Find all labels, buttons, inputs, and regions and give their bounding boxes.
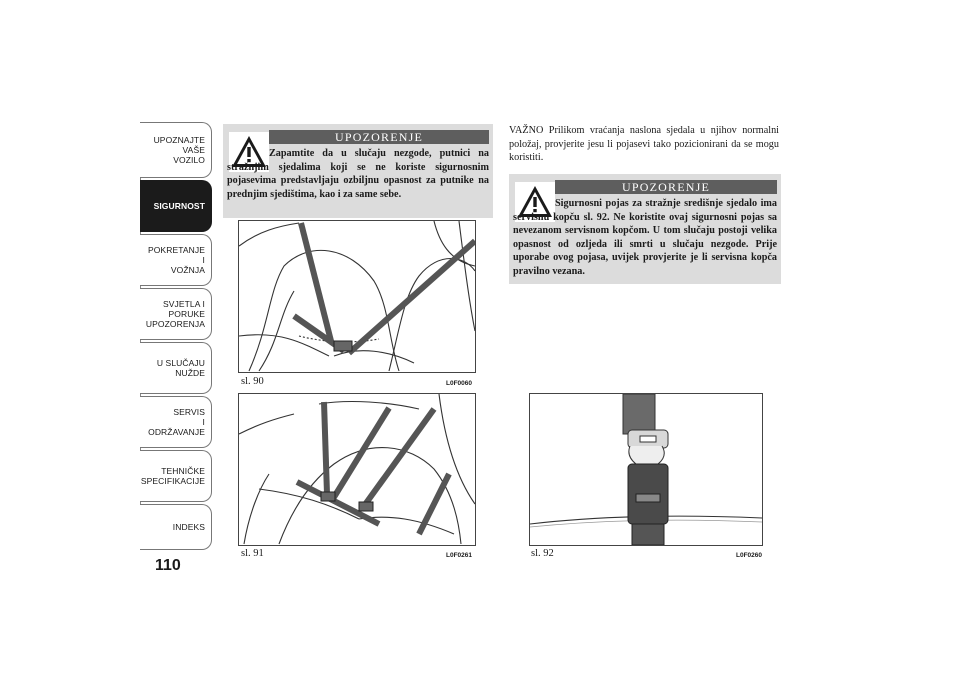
service-buckle-illustration — [530, 394, 762, 545]
tab-u-slucaju-nuzde[interactable]: U SLUČAJU NUŽDE — [140, 342, 212, 394]
figure-code: L0F0260 — [736, 552, 763, 559]
warning-text: Zapamtite da u slučaju nezgode, putnici na stražnjim sjedalima koji se ne koriste sigurnosnim pojasevima predstavljaju ozbiljnu opasnost za putnike na prednjim sjedištima, kao i za same sebe. — [227, 148, 489, 200]
figure-caption: sl. 91 — [241, 548, 264, 559]
warning-title: UPOZORENJE — [269, 130, 489, 144]
tab-pokretanje-i-voznja[interactable]: POKRETANJE I VOŽNJA — [140, 234, 212, 286]
page-number: 110 — [155, 557, 181, 574]
rear-seat-illustration — [239, 221, 475, 372]
important-note: VAŽNO Prilikom vraćanja naslona sjedala u njihov normalni položaj, provjerite jesu li pojasevi tako pozicionirani da se mogu koristiti. — [509, 125, 779, 164]
figure-caption: sl. 90 — [241, 376, 264, 387]
tab-upoznajte-vase-vozilo[interactable]: UPOZNAJTE VAŠE VOZILO — [140, 122, 212, 178]
warning-title: UPOZORENJE — [555, 180, 777, 194]
tab-svjetla-i-poruke-upozorenja[interactable]: SVJETLA I PORUKE UPOZORENJA — [140, 288, 212, 340]
warning-box-rear-passengers — [223, 124, 493, 218]
tab-sigurnost[interactable]: SIGURNOST — [140, 180, 212, 232]
figure-service-buckle — [529, 393, 763, 546]
figure-rear-seat-belts-fastened — [238, 393, 476, 546]
warning-box-service-buckle — [509, 174, 781, 284]
figure-code: L0F0060 — [446, 380, 473, 387]
figure-rear-seat-belts — [238, 220, 476, 373]
tab-servis-i-odrzavanje[interactable]: SERVIS I ODRŽAVANJE — [140, 396, 212, 448]
warning-text: Sigurnosni pojas za stražnje središnje sjedalo ima servisnu kopču sl. 92. Ne koristite ovaj sigurnosni pojas sa nevezanom servisnom kopčom. U tom slučaju postoji velika opasnost od ozljeda ili smrti u slučaju nezgode. Prije uporabe ovog pojasa, uvijek provjerite je li servisna kopča pravilno vezana. — [513, 198, 777, 277]
figure-caption: sl. 92 — [531, 548, 554, 559]
tab-tehnicke-specifikacije[interactable]: TEHNIČKE SPECIFIKACIJE — [140, 450, 212, 502]
figure-code: L0F0261 — [446, 552, 473, 559]
rear-seat-belts-illustration — [239, 394, 475, 545]
tab-indeks[interactable]: INDEKS — [140, 504, 212, 550]
